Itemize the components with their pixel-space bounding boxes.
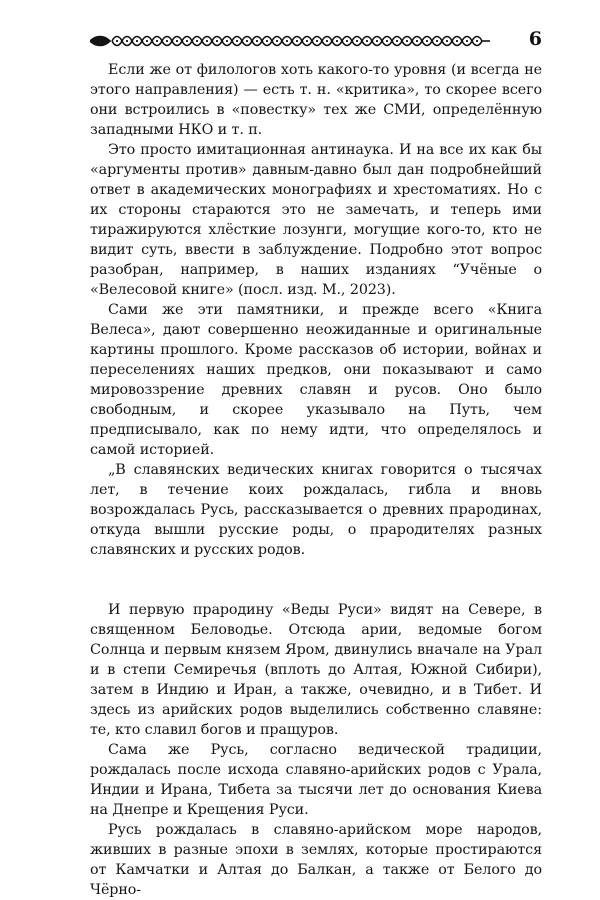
page-number: 6 [528, 28, 542, 50]
page-header [90, 28, 542, 52]
paragraph: Сама же Русь, согласно ведической традиции, рождалась после исхода славяно-арийских родов с Урала, Индии и Ирана, Тибета за тысячи лет до основания Киева на Днепре и Крещения Руси. [90, 742, 542, 818]
braided-ornament-icon [90, 34, 490, 48]
paragraph: Сами же эти памятники, и прежде всего «Книга Велеса», дают совершенно неожиданные и оригинальные картины прошлого. Кроме рассказов об истории, войнах и переселениях наших предков, они показывают и само мировоззрение древних славян и русов. Оно было свободным, и скорее указывало на Путь, чем предписывало, как по нему идти, что определялось и самой историей. [90, 302, 542, 458]
body-text [90, 60, 542, 900]
paragraph: Если же от филологов хоть какого-то уровня (и всегда не этого направления) — есть т. н. «критика», то скорее всего они встроились в «повестку» тех же СМИ, определённую западными НКО и т. п. [90, 62, 542, 138]
paragraph: И первую прародину «Веды Руси» видят на Севере, в священном Беловодье. Отсюда арии, ведомые богом Солнца и первым князем Яром, двинулись вначале на Урал и в степи Семиречья (вплоть до Алтая, Южной Сибири), затем в Индию и Иран, а также, очевидно, и в Тибет. И здесь из арийских родов выделились собственно славяне: те, кто славил богов и пращуров. [90, 602, 542, 738]
paragraph: Русь рождалась в славяно-арийском море народов, живших в разные эпохи в землях, которые простираются от Камчатки и Алтая до Балкан, а также от Белого до Чёрно- [90, 822, 542, 898]
paragraph: „В славянских ведических книгах говорится о тысячах лет, в течение коих рождалась, гибла и вновь возрождалась Русь, рассказывается о древних прародинах, откуда вышли русские роды, о прародителях разных славянских и русских родов. [90, 462, 542, 558]
paragraph: Это просто имитационная антинаука. И на все их как бы «аргументы против» давным-давно был дан подробнейший ответ в академических монографиях и хрестоматиях. Но с их стороны стараются это не замечать, и теперь ими тиражируются хлёсткие лозунги, могущие кого-то, кто не видит суть, ввести в заблуждение. Подробно этот вопрос разобран, например, в наших изданиях “Учёные о «Велесовой книге» (посл. изд. М., 2023). [90, 142, 542, 298]
